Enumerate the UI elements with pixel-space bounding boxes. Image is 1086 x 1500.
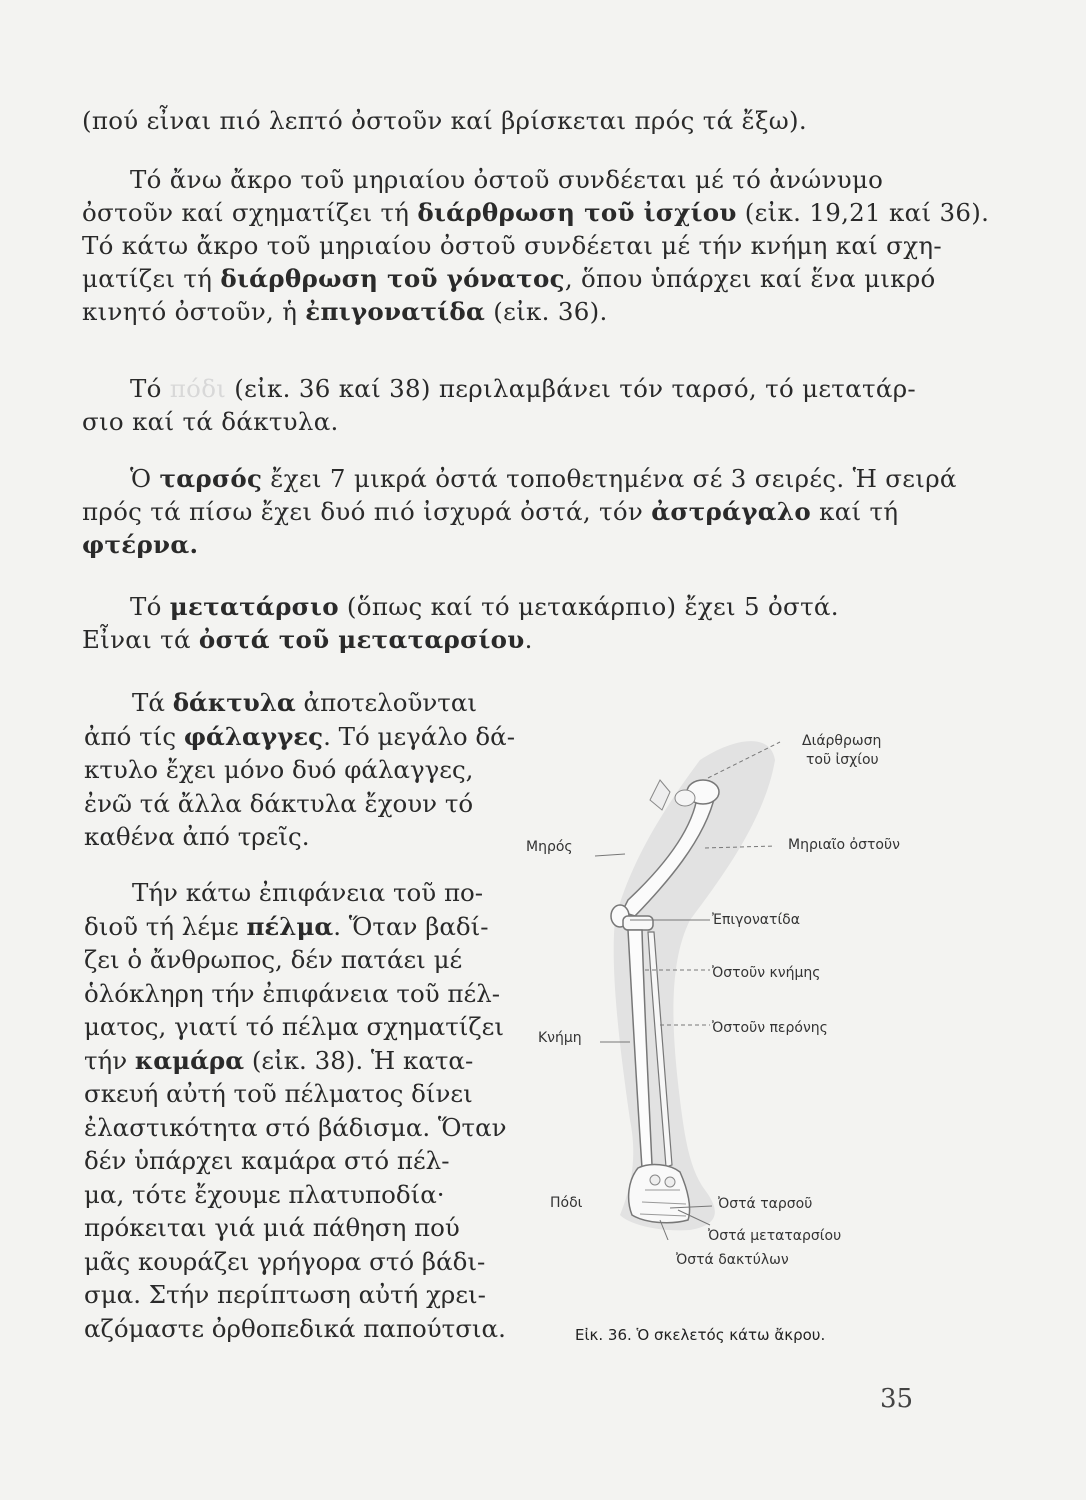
term-arch: καμάρα — [134, 1045, 245, 1075]
term-sole: πέλμα — [246, 911, 334, 941]
label-foot: Πόδι — [550, 1195, 583, 1211]
text-line: μα, τότε ἔχουμε πλατυποδία· — [84, 1179, 445, 1209]
calcaneus-bone — [650, 1175, 660, 1185]
term-talus: ἀστράγαλο — [651, 497, 811, 526]
text-line: Τό ἄνω ἄκρο τοῦ μηριαίου ὀστοῦ συνδέεται μέ τό ἀνώνυμο — [130, 165, 884, 194]
text-line: αζόμαστε ὀρθοπεδικά παπούτσια. — [84, 1313, 506, 1343]
tarsal-bones — [629, 1165, 690, 1223]
paragraph-sole — [84, 876, 514, 1345]
text-line: σμα. Στήν περίπτωση αὐτή χρει- — [84, 1280, 486, 1309]
page-number: 35 — [880, 1384, 914, 1414]
text-line: δέν ὑπάρχει καμάρα στό πέλ- — [84, 1146, 450, 1175]
label-hip-joint-2: τοῦ ἰσχίου — [806, 752, 879, 768]
greater-trochanter — [675, 790, 695, 806]
label-femur: Μηριαῖο ὀστοῦν — [788, 837, 900, 853]
text-line: ἐλαστικότητα στό βάδισμα. Ὅταν — [84, 1112, 507, 1142]
text-line: τήν καμάρα (εἰκ. 38). Ἡ κατα- — [84, 1045, 474, 1075]
text-line: κτυλο ἔχει μόνο δυό φάλαγγες, — [84, 755, 474, 784]
term-patella: ἐπιγονατίδα — [305, 297, 486, 326]
pelvis-fragment — [650, 780, 670, 810]
term-phalanges: φάλαγγες — [183, 721, 324, 751]
label-patella: Ἐπιγονατίδα — [712, 912, 800, 928]
paragraph-metatarsus — [82, 590, 912, 656]
term-toes: δάκτυλα — [172, 688, 296, 717]
text-line: πρός τά πίσω ἔχει δυό πιό ἰσχυρά ὀστά, τόν ἀστράγαλο καί τή — [82, 497, 899, 526]
label-metatarsals: Ὀστά μεταταρσίου — [708, 1228, 842, 1244]
text-line: Τό κάτω ἄκρο τοῦ μηριαίου ὀστοῦ συνδέεται μέ τήν κνήμη καί σχη- — [82, 231, 942, 260]
text-line: ζει ὁ ἄνθρωπος, δέν πατάει μέ — [84, 945, 463, 974]
text-line: σιο καί τά δάκτυλα. — [82, 407, 339, 436]
figure-caption: Εἰκ. 36. Ὁ σκελετός κάτω ἄκρου. — [575, 1326, 826, 1344]
knee-joint — [623, 916, 653, 930]
paragraph-foot — [82, 372, 916, 438]
label-phalanges: Ὀστά δακτύλων — [676, 1252, 789, 1268]
text-line: ματος, γιατί τό πέλμα σχηματίζει — [84, 1012, 504, 1041]
text-line: Τό πόδι (εἰκ. 36 καί 38) περιλαμβάνει τόν ταρσό, τό μετατάρ- — [130, 374, 916, 403]
text-line: ματίζει τή διάρθρωση τοῦ γόνατος, ὅπου ὑπάρχει καί ἕνα μικρό — [82, 264, 936, 293]
label-thigh: Μηρός — [526, 839, 573, 855]
label-tarsals: Ὀστά ταρσοῦ — [718, 1196, 813, 1212]
text-line: Εἶναι τά ὀστά τοῦ μεταταρσίου. — [82, 625, 533, 654]
text-line: ὁλόκληρη τήν ἐπιφάνεια τοῦ πέλ- — [84, 978, 500, 1008]
label-hip-joint-1: Διάρθρωση — [802, 733, 882, 749]
text-line: πρόκειται γιά μιά πάθηση πού — [84, 1213, 460, 1242]
leader-thigh — [595, 854, 625, 856]
paragraph-intro — [82, 104, 912, 137]
term-knee-joint: διάρθρωση τοῦ γόνατος — [220, 264, 565, 293]
text-line: Τό μετατάρσιο (ὅπως καί τό μετακάρπιο) ἔχει 5 ὀστά. — [130, 592, 839, 621]
paragraph-tarsus — [82, 462, 957, 561]
text-line: καθένα ἀπό τρεῖς. — [84, 822, 310, 851]
text-line: ὀστοῦν καί σχηματίζει τή διάρθρωση τοῦ ἰσχίου (εἰκ. 19,21 καί 36). — [82, 198, 990, 227]
label-tibia: Ὀστοῦν κνήμης — [712, 965, 821, 981]
term-hip-joint: διάρθρωση τοῦ ἰσχίου — [417, 198, 737, 227]
text-line: διοῦ τή λέμε πέλμα. Ὅταν βαδί- — [84, 911, 489, 941]
paragraph-toes — [84, 686, 514, 854]
text-line: ἀπό τίς φάλαγγες. Τό μεγάλο δά- — [84, 721, 515, 751]
text-line: (πού εἶναι πιό λεπτό ὀστοῦν καί βρίσκεται πρός τά ἔξω). — [82, 106, 808, 135]
text-line: κινητό ὀστοῦν, ἡ ἐπιγονατίδα (εἰκ. 36). — [82, 297, 608, 326]
text-line: Τά δάκτυλα ἀποτελοῦνται — [132, 688, 477, 717]
term-calcaneus: φτέρνα. — [82, 530, 199, 559]
text-line: ἐνῶ τά ἄλλα δάκτυλα ἔχουν τό — [84, 788, 474, 818]
label-shin: Κνήμη — [538, 1030, 582, 1046]
text-line: Τήν κάτω ἐπιφάνεια τοῦ πο- — [132, 878, 484, 907]
talus-bone — [665, 1177, 675, 1187]
text-line: Ὁ ταρσός ἔχει 7 μικρά ὀστά τοποθετημένα σέ 3 σειρές. Ἡ σειρά — [130, 464, 957, 493]
text-line: σκευή αὐτή τοῦ πέλματος δίνει — [84, 1079, 473, 1108]
term-metatarsal-bones: ὀστά τοῦ μεταταρσίου — [198, 625, 525, 654]
term-foot: πόδι — [169, 374, 227, 403]
term-tarsus: ταρσός — [159, 464, 263, 493]
paragraph-hip-knee — [82, 163, 990, 328]
text-line: μᾶς κουράζει γρήγορα στό βάδι- — [84, 1246, 486, 1276]
label-fibula: Ὀστοῦν περόνης — [712, 1020, 828, 1036]
term-metatarsus: μετατάρσιο — [169, 592, 339, 621]
text-line — [82, 528, 912, 561]
